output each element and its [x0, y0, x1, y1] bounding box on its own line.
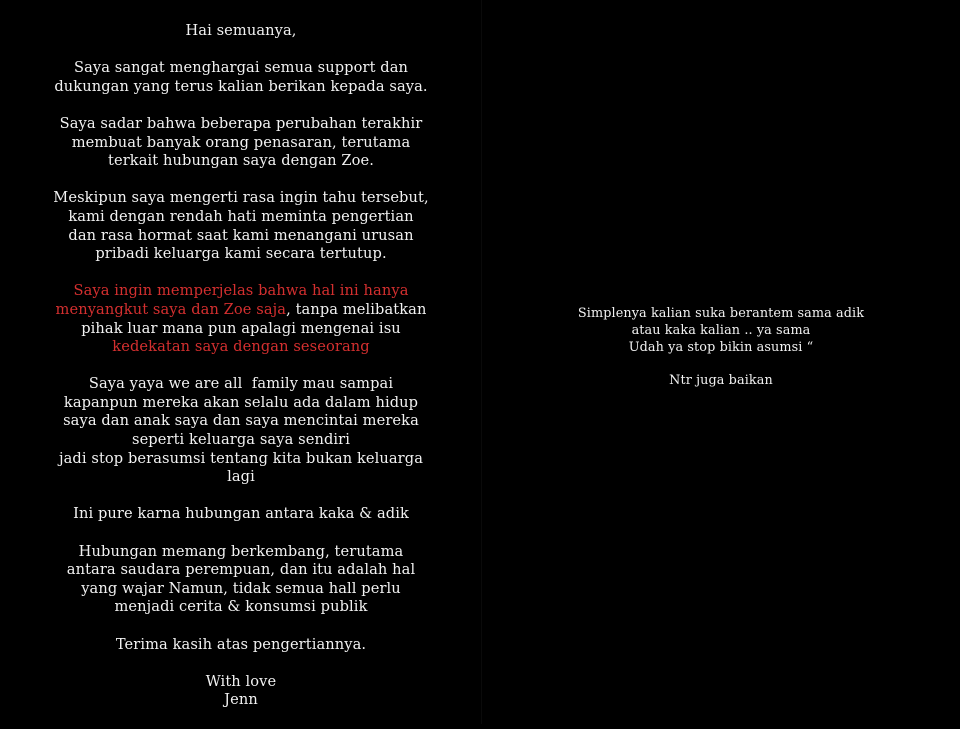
text-line: membuat banyak orang penasaran, terutama: [71, 133, 411, 151]
signoff-line: With love: [205, 672, 277, 690]
text-line: atau kaka kalian .. ya sama: [631, 322, 811, 338]
paragraph-4-highlighted: [0, 282, 482, 356]
text-line: lagi: [227, 468, 255, 486]
mixed-line: [0, 301, 482, 320]
text-line: kapanpun mereka akan selalu ada dalam hidup: [63, 393, 419, 411]
text-line: Simplenya kalian suka berantem sama adik: [577, 306, 865, 321]
greeting-paragraph: [0, 22, 482, 41]
text-line: Hubungan memang berkembang, terutama: [78, 542, 404, 560]
right-paragraph-2: [482, 373, 960, 390]
paragraph-2: [0, 115, 482, 171]
paragraph-6: [0, 505, 482, 524]
left-story-panel: [0, 0, 482, 724]
greeting-line: Hai semuanya,: [185, 22, 297, 39]
text-line: dukungan yang terus kalian berikan kepada saya.: [54, 77, 428, 95]
text-line: Saya sadar bahwa beberapa perubahan terakhir: [59, 114, 423, 132]
right-paragraph-1: [482, 306, 960, 356]
text-line: Udah ya stop bikin asumsi “: [628, 339, 814, 355]
text-line: saya dan anak saya dan saya mencintai mereka: [63, 412, 419, 430]
text-line: antara saudara perempuan, dan itu adalah hal: [66, 561, 416, 579]
signoff: [0, 673, 482, 710]
highlighted-text: menyangkut saya dan Zoe saja: [55, 300, 287, 318]
text-line: dan rasa hormat saat kami menangani urusan: [68, 226, 414, 244]
left-story-text: [0, 22, 482, 729]
text-line: Ini pure karna hubungan antara kaka & adik: [73, 505, 409, 523]
signature-name: Jenn: [224, 691, 258, 709]
text-line: seperti keluarga saya sendiri: [131, 431, 350, 449]
text-line: kami dengan rendah hati meminta pengertian: [68, 207, 414, 225]
text-line: pihak luar mana pun apalagi mengenai isu: [81, 319, 401, 337]
text-line: Saya sangat menghargai semua support dan: [73, 59, 409, 77]
highlighted-line: Saya ingin memperjelas bahwa hal ini hanya: [73, 282, 409, 300]
paragraph-1: [0, 59, 482, 96]
text-line: jadi stop berasumsi tentang kita bukan keluarga: [58, 449, 424, 467]
paragraph-5: [0, 375, 482, 487]
paragraph-3: [0, 189, 482, 263]
text-line: Ntr juga baikan: [669, 373, 773, 389]
right-story-text: [482, 306, 960, 407]
text-line: terkait hubungan saya dengan Zoe.: [108, 152, 374, 170]
paragraph-8: [0, 636, 482, 655]
right-story-panel: [482, 0, 960, 724]
text-line: menjadi cerita & konsumsi publik: [114, 598, 368, 616]
text-line: yang wajar Namun, tidak semua hall perlu: [81, 579, 401, 597]
text-line: Terima kasih atas pengertiannya.: [115, 635, 367, 653]
text-line: Saya yaya we are all family mau sampai: [88, 375, 394, 393]
plain-text: , tanpa melibatkan: [286, 300, 427, 318]
text-line: pribadi keluarga kami secara tertutup.: [95, 245, 387, 263]
highlighted-line: kedekatan saya dengan seseorang: [112, 338, 370, 356]
text-line: Meskipun saya mengerti rasa ingin tahu tersebut,: [53, 189, 429, 207]
paragraph-7: [0, 543, 482, 617]
